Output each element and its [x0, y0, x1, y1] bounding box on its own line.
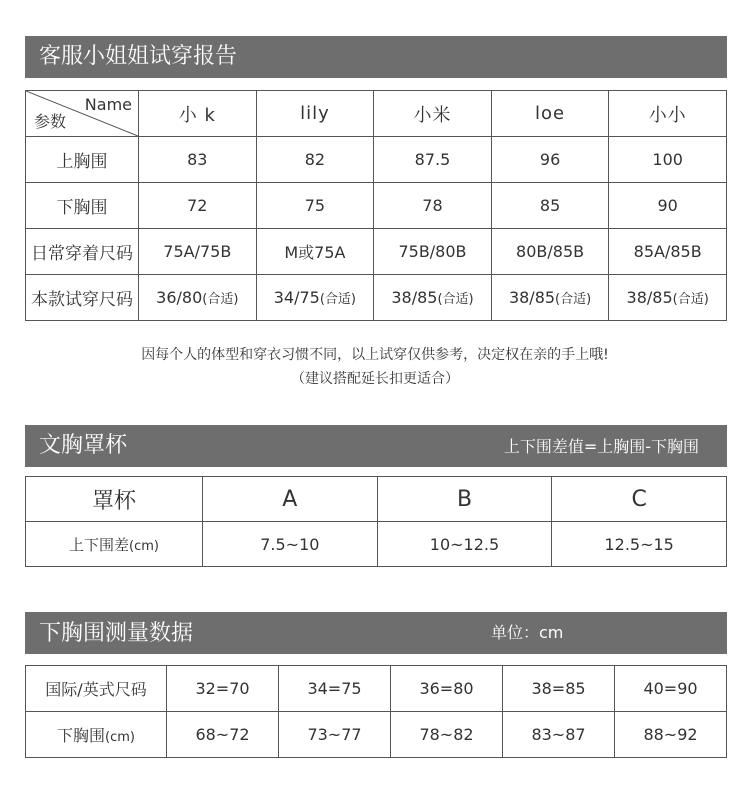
cell-value [374, 275, 492, 321]
fit-tag: (合适) [319, 292, 357, 307]
underbust-table [25, 665, 727, 758]
cell-value: 75A/75B [139, 229, 257, 275]
underbust-value: 78~82 [391, 712, 503, 758]
underbust-unit: (cm) [105, 730, 135, 745]
cell-value: M或75A [256, 229, 374, 275]
cell-value: 83 [139, 137, 257, 183]
unit-label: 单位：cm [491, 623, 564, 642]
cell-value: 85A/85B [609, 229, 727, 275]
person-name: 小 k [139, 91, 257, 137]
cup-letter: C [552, 477, 727, 522]
corner-param-label: 参数 [34, 112, 67, 131]
cell-value: 87.5 [374, 137, 492, 183]
cell-value [256, 275, 374, 321]
trial-size: 38/85 [508, 288, 556, 307]
cell-value: 75B/80B [374, 229, 492, 275]
person-name: 小小 [609, 91, 727, 137]
trial-size: 38/85 [391, 288, 438, 307]
row-label: 日常穿着尺码 [26, 229, 139, 275]
diff-label-cell [26, 522, 203, 567]
cell-value: 96 [491, 137, 609, 183]
fit-tag: (合适) [202, 292, 239, 307]
size-value: 34=75 [279, 666, 391, 712]
underbust-section-title: 下胸围测量数据 [39, 621, 194, 646]
table-row [26, 137, 727, 183]
cup-letter: A [203, 477, 378, 522]
underbust-value: 88~92 [615, 712, 727, 758]
size-value: 38=85 [503, 666, 615, 712]
cell-value: 75 [256, 183, 374, 229]
person-name: 小米 [374, 91, 492, 137]
cell-value: 82 [256, 137, 374, 183]
fitting-report-title: 客服小姐姐试穿报告 [39, 44, 238, 69]
cell-value: 100 [609, 137, 727, 183]
person-name: lily [256, 91, 374, 137]
cell-value: 80B/85B [491, 229, 609, 275]
table-row [26, 183, 727, 229]
table-row [26, 712, 727, 758]
extender-note: （建议搭配延长扣更适合） [291, 371, 459, 387]
table-row [26, 477, 727, 522]
cup-diff-value: 7.5~10 [203, 522, 378, 567]
cup-table [25, 476, 727, 567]
cup-section-header [25, 425, 727, 467]
trial-size: 36/80 [156, 288, 203, 307]
cup-diff-value: 12.5~15 [552, 522, 727, 567]
table-row [26, 275, 727, 321]
underbust-value: 73~77 [279, 712, 391, 758]
cup-formula: 上下围差值=上胸围-下胸围 [503, 437, 699, 456]
fit-tag: (合适) [672, 292, 709, 307]
cell-value: 78 [374, 183, 492, 229]
cup-header-label: 罩杯 [26, 477, 203, 522]
row-label: 本款试穿尺码 [26, 275, 139, 321]
row-label: 下胸围 [26, 183, 139, 229]
disclaimer-note: 因每个人的体型和穿衣习惯不同，以上试穿仅供参考，决定权在亲的手上哦! [141, 347, 609, 363]
fitting-report-header [25, 36, 727, 78]
underbust-value: 83~87 [503, 712, 615, 758]
cell-value [491, 275, 609, 321]
trial-size: 38/85 [626, 288, 673, 307]
table-row [26, 522, 727, 567]
trial-size: 34/75 [273, 288, 320, 307]
underbust-label: 下胸围 [57, 726, 106, 745]
table-row [26, 229, 727, 275]
fit-tag: (合适) [555, 292, 592, 307]
cell-value: 90 [609, 183, 727, 229]
diff-unit: (cm) [129, 538, 159, 554]
cell-value: 85 [491, 183, 609, 229]
size-label: 国际/英式尺码 [26, 666, 167, 712]
cup-letter: B [377, 477, 552, 522]
corner-name-label: Name [84, 95, 132, 114]
cup-section-title: 文胸罩杯 [39, 433, 128, 458]
underbust-value: 68~72 [167, 712, 279, 758]
fitting-report-table [25, 90, 727, 321]
person-name: loe [491, 91, 609, 137]
cell-value [609, 275, 727, 321]
fit-tag: (合适) [437, 292, 474, 307]
cell-value: 72 [139, 183, 257, 229]
underbust-section-header [25, 612, 727, 654]
table-row [26, 91, 727, 137]
row-label: 上胸围 [26, 137, 139, 183]
cup-diff-value: 10~12.5 [377, 522, 552, 567]
cell-value [139, 275, 257, 321]
size-value: 32=70 [167, 666, 279, 712]
size-value: 40=90 [615, 666, 727, 712]
corner-cell [26, 91, 139, 137]
diff-label: 上下围差 [69, 535, 130, 554]
size-value: 36=80 [391, 666, 503, 712]
underbust-label-cell [26, 712, 167, 758]
table-row [26, 666, 727, 712]
